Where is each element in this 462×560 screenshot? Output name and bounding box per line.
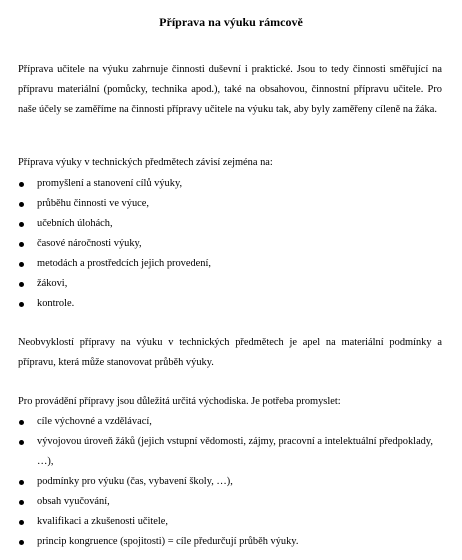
document-title: Příprava na výuku rámcově	[159, 15, 303, 29]
bullet-icon	[19, 440, 24, 445]
bullet-icon	[19, 202, 24, 207]
list-item: žákovi,	[0, 274, 462, 294]
section1-lead: Příprava výuky v technických předmětech závisí zejména na:	[18, 157, 273, 168]
list-item: kvalifikaci a zkušenosti učitele,	[0, 512, 462, 532]
bullet-icon	[19, 282, 24, 287]
section1-list	[0, 174, 462, 314]
list-item: kontrole.	[0, 294, 462, 314]
list-item: podmínky pro výuku (čas, vybavení školy, …),	[0, 472, 462, 492]
bullet-icon	[19, 420, 24, 425]
list-item: cíle výchovné a vzdělávací,	[0, 412, 462, 432]
bullet-icon	[19, 302, 24, 307]
bullet-icon	[19, 222, 24, 227]
bullet-icon	[19, 262, 24, 267]
list-item: obsah vyučování,	[0, 492, 462, 512]
list-item: promyšlení a stanovení cílů výuky,	[0, 174, 462, 194]
list-item: časové náročnosti výuky,	[0, 234, 462, 254]
bullet-icon	[19, 520, 24, 525]
intro-paragraph: Příprava učitele na výuku zahrnuje činnosti duševní i praktické. Jsou to tedy činnosti směřující na přípravu materiální (pomůcky, technika apod.), také na obsahovou, činnostní přípravu učitele. Pro naše účely se zaměříme na činnosti přípravy učitele na výuku tak, aby byly zaměřeny cíleně na žáka.	[18, 64, 442, 115]
bullet-icon	[19, 500, 24, 505]
list-item: průběhu činnosti ve výuce,	[0, 194, 462, 214]
bullet-icon	[19, 242, 24, 247]
list-item: učebních úlohách,	[0, 214, 462, 234]
bullet-icon	[19, 540, 24, 545]
section2-lead: Pro provádění přípravy jsou důležitá určitá východiska. Je potřeba promyslet:	[18, 396, 341, 407]
bullet-icon	[19, 182, 24, 187]
bullet-icon	[19, 480, 24, 485]
section2-list	[0, 412, 462, 552]
list-item: princip kongruence (spojitosti) = cíle předurčují průběh výuky.	[0, 532, 462, 552]
list-item: metodách a prostředcích jejich provedení,	[0, 254, 462, 274]
paragraph-2: Neobvyklostí přípravy na výuku v technických předmětech je apel na materiální podmínky a přípravu, která může stanovovat průběh výuky.	[18, 337, 442, 368]
list-item: vývojovou úroveň žáků (jejich vstupní vědomosti, zájmy, pracovní a intelektuální předpoklady, …),	[0, 432, 462, 472]
